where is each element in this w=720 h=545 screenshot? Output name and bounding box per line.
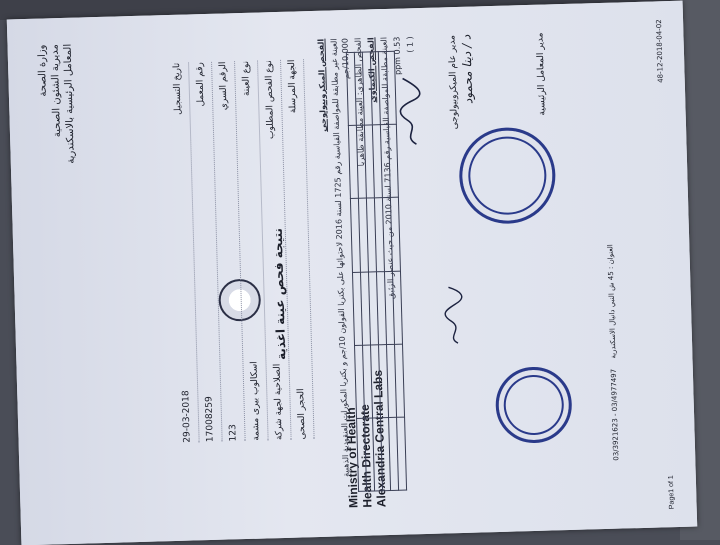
- print-date: 48-12-2018-04-02: [655, 19, 665, 83]
- result-paragraph: الفحص الظاهري: العينة مطابقة ظاهريا: [353, 37, 367, 167]
- header-en-line3: Alexandria Central Labs: [370, 369, 389, 508]
- rotated-page-content: [15, 9, 689, 537]
- handwritten-signature: [397, 76, 423, 147]
- ppm-value: ppm 0.53: [392, 36, 403, 76]
- field-key: رقم المعمل: [195, 62, 207, 107]
- field-key: نوع الفحص المطلوب: [264, 60, 277, 140]
- signer-name: د / دينا محمود: [459, 34, 476, 105]
- page-number: Page1 of 1: [667, 475, 676, 510]
- footer-address-text: العنوان : 45 ش النبي دانيال الاسكندرية: [606, 244, 618, 359]
- field-value: الحجر الصحى: [296, 388, 308, 440]
- result-paragraph: العينة غير مطابقة للمواصفة القياسية رقم 1725 لسنة 2016 لاحتوائها على بكتريا القولون 10/جم و بكتريا المكورات العنقودية الذهبية 10,000/جم: [329, 37, 351, 477]
- section-chemistry: الفحص الكيماوى: [366, 37, 378, 103]
- signature-block: [445, 32, 550, 129]
- field-value: 29-03-2018: [181, 390, 193, 443]
- header-arabic: [36, 44, 78, 165]
- header-en-line2: Health Directorate: [357, 404, 375, 508]
- section-microbiology: الفحص الميكروبيولوجى: [316, 38, 329, 132]
- note-marker: ( 1 ): [405, 36, 415, 53]
- document-sheet: [7, 1, 697, 545]
- footer-phone: 03/4977497 - 03/3921623: [609, 368, 621, 461]
- header-ar-line2: مديرية الشئون الصحية: [49, 44, 64, 138]
- signature-title-1: مدير عام الميكروبيولوجى: [447, 34, 461, 130]
- field-value: اسكالوب بيرى مشمة: [249, 361, 262, 441]
- footer-address: [606, 244, 620, 461]
- sample-info-fields: [166, 59, 315, 443]
- header-ar-line1: وزارة الصحة: [36, 44, 49, 97]
- field-value: 123: [228, 424, 239, 442]
- result-paragraph: العينة مطابقة للمواصفة القياسية رقم 7136 لسنة 2010 من حيث عنصر الزئبق: [379, 36, 396, 300]
- field-value: 17008259: [204, 396, 216, 443]
- field-key: نوع العينة: [241, 60, 253, 97]
- document-title: نتيجة فحص عينة اغذية: [270, 227, 289, 361]
- header-en-line1: Ministry of Health: [343, 407, 361, 509]
- handwritten-signature: [442, 285, 466, 346]
- field-key: تاريخ التسجيل: [172, 62, 184, 116]
- field-key: الرقم السري: [218, 61, 230, 111]
- field-key: الجهة المرسلة: [287, 59, 299, 114]
- official-stamp: [458, 126, 557, 225]
- header-ar-line3: المعامل الرئيسية بالاسكندرية: [62, 43, 77, 164]
- signature-title-2: مدير المعامل الرئيسية: [535, 32, 548, 116]
- paper-surface: [7, 1, 697, 545]
- official-stamp: [495, 366, 573, 444]
- field-value: الصلاحية لجهة شركة: [272, 363, 285, 441]
